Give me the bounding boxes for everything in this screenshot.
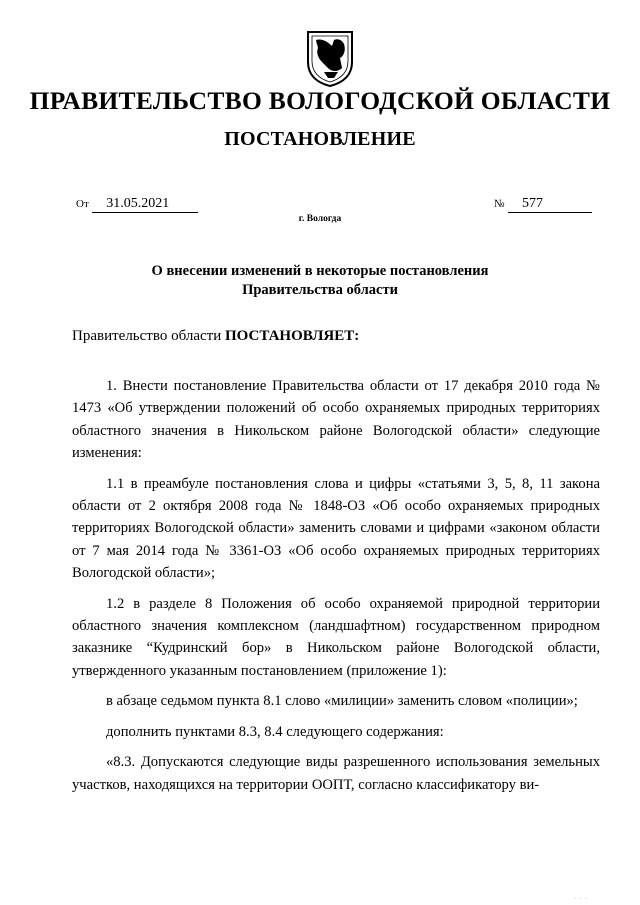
document-type: ПОСТАНОВЛЕНИЕ [224,128,416,150]
document-subject [0,262,640,300]
coat-of-arms-icon [304,28,356,88]
city: г. Вологда [298,214,342,224]
paragraph: 1.1 в преамбуле постановления слова и цифры «статьями 3, 5, 8, 11 закона области от 2 октября 2008 года № 1848-ОЗ «Об особо охраняемых природных территориях Вологодской области» заменить словами и цифрами «законом области от 7 мая 2014 года № 3361-ОЗ «Об особо охраняемых природных территориях Вологодской области»; [72,475,600,582]
number-line [494,196,592,213]
paragraph: «8.3. Допускаются следующие виды разрешенного использования земельных участков, находящихся на территории ООПТ, согласно классификатору ви- [72,754,600,793]
subject-line-2: Правительства области [242,282,398,298]
document-number: 577 [508,196,592,213]
paragraph: в абзаце седьмом пункта 8.1 слово «милиции» заменить словом «полиции»; [106,693,578,710]
paragraph: 1. Внести постановление Правительства области от 17 декабря 2010 года № 1473 «Об утверждении положений об особо охраняемых природных территориях областного значения в Никольском районе Вологодской области» следующие изменения: [72,378,600,462]
government-title: ПРАВИТЕЛЬСТВО ВОЛОГОДСКОЙ ОБЛАСТИ [29,86,611,115]
corner-mark: · · · [574,896,588,902]
number-prefix: № [494,198,505,210]
decree-intro: Правительство области [72,328,222,344]
subject-line-1: О внесении изменений в некоторые постановления [151,263,489,279]
paragraph: 1.2 в разделе 8 Положения об особо охраняемой природной территории областного значения комплексном (ландшафтном) государственном природном заказнике “Кудринский бор» в Никольском районе Вологодской области, утвержденного указанным постановлением (приложение 1): [72,595,600,679]
date-prefix: От [76,198,89,210]
decree-line [72,328,359,345]
document-date: 31.05.2021 [92,196,198,213]
decree-verb: ПОСТАНОВЛЯЕТ: [224,328,360,344]
document-body [72,375,600,804]
date-line [76,196,198,213]
paragraph: дополнить пунктами 8.3, 8.4 следующего содержания: [106,723,444,740]
